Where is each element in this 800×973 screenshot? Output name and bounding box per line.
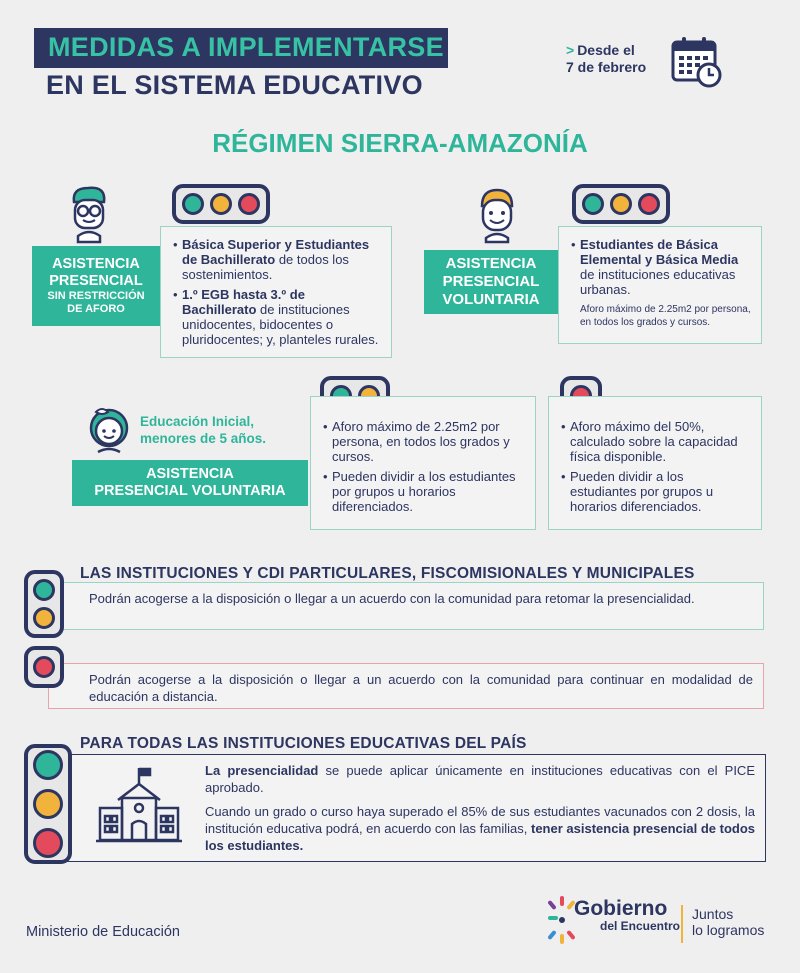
- block1-bullet-1: • Básica Superior y Estudiantes de Bachillerato de todos los sostenimientos.: [173, 237, 381, 282]
- title-line-2: EN EL SISTEMA EDUCATIVO: [46, 70, 423, 100]
- particulares-red-box: [48, 663, 764, 709]
- label-asistencia-presencial-sin-restriccion: ASISTENCIA PRESENCIAL SIN RESTRICCIÓN DE AFORO: [32, 246, 160, 326]
- date-line-2: 7 de febrero: [566, 59, 647, 75]
- block2-note: Aforo máximo de 2.25m2 por persona, en todos los grados y cursos.: [580, 304, 751, 328]
- todas-title: PARA TODAS LAS INSTITUCIONES EDUCATIVAS DEL PAÍS: [80, 735, 527, 752]
- green-light-icon: [33, 579, 55, 601]
- yellow-light-icon: [33, 789, 63, 819]
- gobierno-brand: Gobierno: [574, 897, 668, 920]
- gobierno-brand-sub: del Encuentro: [600, 919, 681, 933]
- girl-face-icon: [86, 404, 132, 454]
- block2-info-box: [558, 226, 762, 344]
- red-light-icon: [33, 656, 55, 678]
- particulares-green-text: Podrán acogerse a la disposición o llegar a un acuerdo con la comunidad para retomar la presencialidad.: [89, 591, 695, 606]
- block3a-bullet-1: • Aforo máximo de 2.25m2 por persona, en todos los grados y cursos.: [323, 419, 525, 464]
- traffic-light-green-yellow-red-2: [572, 184, 670, 224]
- footer-divider: [681, 905, 683, 943]
- child-face-icon: [474, 186, 520, 244]
- traffic-light-red-2: [24, 646, 64, 688]
- traffic-light-vertical-full: [24, 744, 72, 864]
- todas-paragraph-2: Cuando un grado o curso haya superado el 85% de sus estudiantes vacunados con 2 dosis, la institución educativa podrá, en acuerdo con las familias, tener asistencia presencial de todos los estudiantes.: [205, 804, 755, 853]
- label-asistencia-presencial-voluntaria-inicial: ASISTENCIA PRESENCIAL VOLUNTARIA: [72, 460, 308, 506]
- chevron-right-icon: >: [566, 42, 575, 58]
- block1-info-box: [160, 226, 392, 358]
- label-asistencia-presencial-voluntaria: ASISTENCIA PRESENCIAL VOLUNTARIA: [424, 250, 558, 314]
- educacion-inicial-caption: Educación Inicial, menores de 5 años.: [140, 414, 267, 446]
- block1-bullet-2: • 1.º EGB hasta 3.º de Bachillerato de instituciones unidocentes, bidocentes o pluridocentes; y, planteles rurales.: [173, 287, 381, 347]
- traffic-light-green-yellow-vertical: [24, 570, 64, 638]
- todas-paragraph-1: La presencialidad se puede aplicar únicamente en instituciones educativas con el PICE aprobado.: [205, 763, 755, 795]
- title-line-1: MEDIDAS A IMPLEMENTARSE: [34, 28, 448, 68]
- red-light-icon: [33, 828, 63, 858]
- yellow-light-icon: [210, 193, 232, 215]
- traffic-light-green-yellow-red: [172, 184, 270, 224]
- green-light-icon: [182, 193, 204, 215]
- ministry-name: Ministerio de Educación: [26, 924, 180, 940]
- block3b-bullet-1: • Aforo máximo del 50%, calculado sobre la capacidad física disponible.: [561, 419, 751, 464]
- teen-boy-icon: [66, 184, 112, 244]
- particulares-green-box: [48, 582, 764, 630]
- red-light-icon: [238, 193, 260, 215]
- red-light-icon: [638, 193, 660, 215]
- block3b-bullet-2: • Pueden dividir a los estudiantes por grupos u horarios diferenciados.: [561, 469, 751, 514]
- regimen-title: RÉGIMEN SIERRA-AMAZONÍA: [212, 128, 588, 158]
- yellow-light-icon: [610, 193, 632, 215]
- green-light-icon: [33, 750, 63, 780]
- particulares-red-text: Podrán acogerse a la disposición o llegar a un acuerdo con la comunidad para continuar en modalidad de educación a distancia.: [89, 672, 753, 704]
- yellow-light-icon: [33, 607, 55, 629]
- block3-box-b: [548, 396, 762, 530]
- block2-bullet-1: • Estudiantes de Básica Elemental y Básica Media de instituciones educativas urbanas.: [571, 237, 751, 297]
- block3-box-a: [310, 396, 536, 530]
- slogan: Juntos lo logramos: [692, 906, 765, 938]
- date-line-1: Desde el: [577, 42, 635, 58]
- particulares-title: LAS INSTITUCIONES Y CDI PARTICULARES, FISCOMISIONALES Y MUNICIPALES: [80, 565, 695, 582]
- start-date: [566, 42, 666, 76]
- calendar-clock-icon: [670, 34, 724, 90]
- school-building-icon: [96, 766, 182, 844]
- block3a-bullet-2: • Pueden dividir a los estudiantes por grupos u horarios diferenciados.: [323, 469, 525, 514]
- green-light-icon: [582, 193, 604, 215]
